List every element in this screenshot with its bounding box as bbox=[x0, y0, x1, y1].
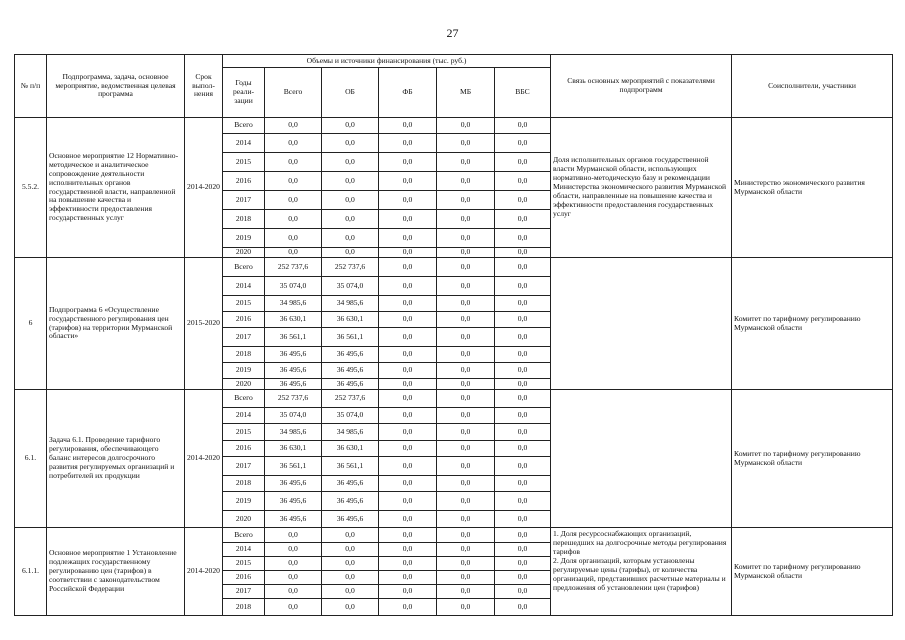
amount-vbs-cell: 0,0 bbox=[495, 571, 551, 585]
amount-fb-cell: 0,0 bbox=[379, 441, 437, 457]
amount-mb-cell: 0,0 bbox=[437, 511, 495, 528]
amount-mb-cell: 0,0 bbox=[437, 457, 495, 476]
amount-ob-cell: 36 495,6 bbox=[322, 363, 379, 379]
amount-vbs-cell: 0,0 bbox=[495, 424, 551, 441]
amount-total-cell: 36 561,1 bbox=[265, 457, 322, 476]
amount-ob-cell: 34 985,6 bbox=[322, 296, 379, 312]
header-fb: ФБ bbox=[379, 68, 437, 118]
year-cell: 2015 bbox=[223, 557, 265, 571]
item-executor: Министерство экономического развития Мурманской области bbox=[732, 118, 893, 258]
amount-fb-cell: 0,0 bbox=[379, 528, 437, 543]
amount-mb-cell: 0,0 bbox=[437, 424, 495, 441]
amount-ob-cell: 0,0 bbox=[322, 153, 379, 172]
year-cell: 2014 bbox=[223, 408, 265, 424]
amount-mb-cell: 0,0 bbox=[437, 476, 495, 492]
item-number: 6.1.1. bbox=[15, 528, 47, 616]
amount-mb-cell: 0,0 bbox=[437, 585, 495, 599]
header-num: № п/п bbox=[15, 55, 47, 118]
amount-ob-cell: 36 495,6 bbox=[322, 492, 379, 511]
table-row bbox=[15, 258, 893, 277]
header-vbs: ВБС bbox=[495, 68, 551, 118]
amount-vbs-cell: 0,0 bbox=[495, 347, 551, 363]
amount-vbs-cell: 0,0 bbox=[495, 408, 551, 424]
amount-total-cell: 36 561,1 bbox=[265, 328, 322, 347]
year-cell: 2018 bbox=[223, 599, 265, 616]
amount-fb-cell: 0,0 bbox=[379, 557, 437, 571]
amount-mb-cell: 0,0 bbox=[437, 347, 495, 363]
amount-vbs-cell: 0,0 bbox=[495, 528, 551, 543]
amount-ob-cell: 252 737,6 bbox=[322, 258, 379, 277]
year-cell: 2016 bbox=[223, 312, 265, 328]
amount-ob-cell: 0,0 bbox=[322, 248, 379, 258]
amount-fb-cell: 0,0 bbox=[379, 191, 437, 210]
amount-ob-cell: 0,0 bbox=[322, 557, 379, 571]
year-cell: 2015 bbox=[223, 424, 265, 441]
year-cell: 2016 bbox=[223, 441, 265, 457]
amount-fb-cell: 0,0 bbox=[379, 328, 437, 347]
item-term: 2014-2020 bbox=[185, 528, 223, 616]
amount-vbs-cell: 0,0 bbox=[495, 312, 551, 328]
amount-ob-cell: 35 074,0 bbox=[322, 408, 379, 424]
amount-ob-cell: 34 985,6 bbox=[322, 424, 379, 441]
amount-fb-cell: 0,0 bbox=[379, 153, 437, 172]
amount-vbs-cell: 0,0 bbox=[495, 476, 551, 492]
amount-mb-cell: 0,0 bbox=[437, 118, 495, 134]
amount-ob-cell: 252 737,6 bbox=[322, 390, 379, 408]
amount-ob-cell: 36 495,6 bbox=[322, 476, 379, 492]
amount-total-cell: 35 074,0 bbox=[265, 277, 322, 296]
amount-ob-cell: 36 495,6 bbox=[322, 379, 379, 390]
amount-total-cell: 0,0 bbox=[265, 134, 322, 153]
table-header bbox=[15, 55, 893, 118]
year-cell: 2014 bbox=[223, 277, 265, 296]
amount-vbs-cell: 0,0 bbox=[495, 296, 551, 312]
amount-total-cell: 36 495,6 bbox=[265, 511, 322, 528]
amount-fb-cell: 0,0 bbox=[379, 118, 437, 134]
amount-ob-cell: 0,0 bbox=[322, 229, 379, 248]
amount-fb-cell: 0,0 bbox=[379, 347, 437, 363]
item-number: 5.5.2. bbox=[15, 118, 47, 258]
year-cell: 2014 bbox=[223, 134, 265, 153]
amount-total-cell: 34 985,6 bbox=[265, 424, 322, 441]
item-name: Основное мероприятие 12 Нормативно-методическое и аналитическое сопровождение деятельности исполнительных органов государственной власти, направленной на повышение качества и эффективности предоставления государственных услуг bbox=[47, 118, 185, 258]
amount-fb-cell: 0,0 bbox=[379, 363, 437, 379]
header-total: Всего bbox=[265, 68, 322, 118]
amount-mb-cell: 0,0 bbox=[437, 328, 495, 347]
amount-mb-cell: 0,0 bbox=[437, 492, 495, 511]
amount-total-cell: 36 495,6 bbox=[265, 347, 322, 363]
page-number: 27 bbox=[446, 26, 459, 40]
amount-ob-cell: 36 630,1 bbox=[322, 441, 379, 457]
amount-mb-cell: 0,0 bbox=[437, 172, 495, 191]
year-cell: Всего bbox=[223, 118, 265, 134]
amount-mb-cell: 0,0 bbox=[437, 528, 495, 543]
amount-ob-cell: 36 561,1 bbox=[322, 457, 379, 476]
table-body bbox=[15, 118, 893, 616]
amount-vbs-cell: 0,0 bbox=[495, 390, 551, 408]
year-cell: 2019 bbox=[223, 492, 265, 511]
year-cell: 2015 bbox=[223, 153, 265, 172]
year-cell: Всего bbox=[223, 528, 265, 543]
amount-fb-cell: 0,0 bbox=[379, 248, 437, 258]
header-name: Подпрограмма, задача, основное мероприятие, ведомственная целевая программа bbox=[47, 55, 185, 118]
amount-total-cell: 35 074,0 bbox=[265, 408, 322, 424]
amount-ob-cell: 0,0 bbox=[322, 571, 379, 585]
amount-mb-cell: 0,0 bbox=[437, 599, 495, 616]
amount-fb-cell: 0,0 bbox=[379, 408, 437, 424]
amount-vbs-cell: 0,0 bbox=[495, 457, 551, 476]
table-row bbox=[15, 528, 893, 543]
amount-fb-cell: 0,0 bbox=[379, 476, 437, 492]
amount-mb-cell: 0,0 bbox=[437, 441, 495, 457]
amount-fb-cell: 0,0 bbox=[379, 571, 437, 585]
amount-vbs-cell: 0,0 bbox=[495, 258, 551, 277]
amount-mb-cell: 0,0 bbox=[437, 557, 495, 571]
amount-vbs-cell: 0,0 bbox=[495, 328, 551, 347]
year-cell: 2017 bbox=[223, 191, 265, 210]
amount-total-cell: 0,0 bbox=[265, 248, 322, 258]
amount-mb-cell: 0,0 bbox=[437, 296, 495, 312]
amount-vbs-cell: 0,0 bbox=[495, 585, 551, 599]
amount-total-cell: 34 985,6 bbox=[265, 296, 322, 312]
year-cell: 2017 bbox=[223, 457, 265, 476]
amount-mb-cell: 0,0 bbox=[437, 543, 495, 557]
amount-ob-cell: 0,0 bbox=[322, 134, 379, 153]
amount-total-cell: 0,0 bbox=[265, 210, 322, 229]
amount-total-cell: 252 737,6 bbox=[265, 258, 322, 277]
amount-mb-cell: 0,0 bbox=[437, 277, 495, 296]
amount-fb-cell: 0,0 bbox=[379, 134, 437, 153]
amount-vbs-cell: 0,0 bbox=[495, 379, 551, 390]
header-ob: ОБ bbox=[322, 68, 379, 118]
amount-ob-cell: 36 495,6 bbox=[322, 347, 379, 363]
item-term: 2014-2020 bbox=[185, 118, 223, 258]
amount-ob-cell: 35 074,0 bbox=[322, 277, 379, 296]
year-cell: 2016 bbox=[223, 571, 265, 585]
header-term: Срок выпол-нения bbox=[185, 55, 223, 118]
amount-ob-cell: 36 561,1 bbox=[322, 328, 379, 347]
amount-vbs-cell: 0,0 bbox=[495, 511, 551, 528]
amount-total-cell: 0,0 bbox=[265, 118, 322, 134]
amount-total-cell: 0,0 bbox=[265, 528, 322, 543]
amount-mb-cell: 0,0 bbox=[437, 153, 495, 172]
year-cell: 2019 bbox=[223, 229, 265, 248]
year-cell: 2020 bbox=[223, 511, 265, 528]
year-cell: 2016 bbox=[223, 172, 265, 191]
amount-fb-cell: 0,0 bbox=[379, 379, 437, 390]
amount-total-cell: 0,0 bbox=[265, 543, 322, 557]
amount-vbs-cell: 0,0 bbox=[495, 118, 551, 134]
year-cell: Всего bbox=[223, 390, 265, 408]
amount-total-cell: 0,0 bbox=[265, 571, 322, 585]
year-cell: 2017 bbox=[223, 328, 265, 347]
year-cell: 2015 bbox=[223, 296, 265, 312]
header-link: Связь основных мероприятий с показателями подпрограмм bbox=[551, 55, 732, 118]
amount-fb-cell: 0,0 bbox=[379, 424, 437, 441]
amount-fb-cell: 0,0 bbox=[379, 599, 437, 616]
amount-fb-cell: 0,0 bbox=[379, 277, 437, 296]
funding-table bbox=[14, 54, 893, 616]
amount-ob-cell: 0,0 bbox=[322, 543, 379, 557]
amount-vbs-cell: 0,0 bbox=[495, 248, 551, 258]
amount-total-cell: 0,0 bbox=[265, 557, 322, 571]
amount-ob-cell: 0,0 bbox=[322, 172, 379, 191]
amount-vbs-cell: 0,0 bbox=[495, 153, 551, 172]
amount-vbs-cell: 0,0 bbox=[495, 277, 551, 296]
amount-vbs-cell: 0,0 bbox=[495, 210, 551, 229]
amount-total-cell: 0,0 bbox=[265, 229, 322, 248]
amount-ob-cell: 36 495,6 bbox=[322, 511, 379, 528]
amount-mb-cell: 0,0 bbox=[437, 191, 495, 210]
amount-total-cell: 0,0 bbox=[265, 599, 322, 616]
item-number: 6.1. bbox=[15, 390, 47, 528]
table-row bbox=[15, 118, 893, 134]
amount-fb-cell: 0,0 bbox=[379, 210, 437, 229]
item-number: 6 bbox=[15, 258, 47, 390]
amount-fb-cell: 0,0 bbox=[379, 457, 437, 476]
amount-vbs-cell: 0,0 bbox=[495, 599, 551, 616]
amount-fb-cell: 0,0 bbox=[379, 229, 437, 248]
amount-mb-cell: 0,0 bbox=[437, 312, 495, 328]
amount-fb-cell: 0,0 bbox=[379, 492, 437, 511]
amount-fb-cell: 0,0 bbox=[379, 296, 437, 312]
item-executor: Комитет по тарифному регулированию Мурманской области bbox=[732, 390, 893, 528]
year-cell: 2018 bbox=[223, 476, 265, 492]
amount-fb-cell: 0,0 bbox=[379, 390, 437, 408]
amount-mb-cell: 0,0 bbox=[437, 258, 495, 277]
year-cell: 2017 bbox=[223, 585, 265, 599]
amount-vbs-cell: 0,0 bbox=[495, 441, 551, 457]
item-name: Подпрограмма 6 «Осуществление государственного регулирования цен (тарифов) на территории Мурманской области» bbox=[47, 258, 185, 390]
amount-vbs-cell: 0,0 bbox=[495, 172, 551, 191]
year-cell: Всего bbox=[223, 258, 265, 277]
year-cell: 2018 bbox=[223, 210, 265, 229]
amount-total-cell: 36 495,6 bbox=[265, 363, 322, 379]
item-indicator-link: Доля исполнительных органов государственной власти Мурманской области, использующих нормативно-методическую базу и рекомендации Министерства экономического развития Мурманской области, направленные на повышение качества и эффективности предоставления государственных услуг bbox=[551, 118, 732, 258]
amount-total-cell: 0,0 bbox=[265, 172, 322, 191]
amount-total-cell: 36 495,6 bbox=[265, 379, 322, 390]
amount-mb-cell: 0,0 bbox=[437, 229, 495, 248]
amount-total-cell: 0,0 bbox=[265, 191, 322, 210]
amount-fb-cell: 0,0 bbox=[379, 585, 437, 599]
amount-total-cell: 0,0 bbox=[265, 585, 322, 599]
amount-ob-cell: 0,0 bbox=[322, 585, 379, 599]
amount-ob-cell: 0,0 bbox=[322, 118, 379, 134]
amount-ob-cell: 0,0 bbox=[322, 191, 379, 210]
item-indicator-link bbox=[551, 390, 732, 528]
header-funding-group: Объемы и источники финансирования (тыс. руб.) bbox=[223, 55, 551, 68]
item-name: Задача 6.1. Проведение тарифного регулирования, обеспечивающего баланс интересов долгосрочного развития регулируемых организаций и потребителей их продукции bbox=[47, 390, 185, 528]
amount-mb-cell: 0,0 bbox=[437, 363, 495, 379]
amount-fb-cell: 0,0 bbox=[379, 172, 437, 191]
amount-fb-cell: 0,0 bbox=[379, 543, 437, 557]
year-cell: 2019 bbox=[223, 363, 265, 379]
amount-total-cell: 252 737,6 bbox=[265, 390, 322, 408]
amount-vbs-cell: 0,0 bbox=[495, 191, 551, 210]
amount-total-cell: 36 495,6 bbox=[265, 476, 322, 492]
amount-fb-cell: 0,0 bbox=[379, 312, 437, 328]
amount-vbs-cell: 0,0 bbox=[495, 557, 551, 571]
amount-ob-cell: 0,0 bbox=[322, 528, 379, 543]
item-indicator-link: 1. Доля ресурсоснабжающих организаций, перешедших на долгосрочные методы регулирования тарифов 2. Доля организаций, которым установлены регулируемые цены (тарифы), от количества организаций, представивших расчетные материалы и предложения об установлении цен (тарифов) bbox=[551, 528, 732, 616]
amount-vbs-cell: 0,0 bbox=[495, 492, 551, 511]
amount-mb-cell: 0,0 bbox=[437, 571, 495, 585]
amount-total-cell: 36 630,1 bbox=[265, 312, 322, 328]
item-executor: Комитет по тарифному регулированию Мурманской области bbox=[732, 528, 893, 616]
amount-ob-cell: 0,0 bbox=[322, 210, 379, 229]
item-term: 2014-2020 bbox=[185, 390, 223, 528]
amount-total-cell: 36 495,6 bbox=[265, 492, 322, 511]
item-indicator-link bbox=[551, 258, 732, 390]
year-cell: 2020 bbox=[223, 248, 265, 258]
amount-fb-cell: 0,0 bbox=[379, 511, 437, 528]
amount-ob-cell: 0,0 bbox=[322, 599, 379, 616]
amount-mb-cell: 0,0 bbox=[437, 248, 495, 258]
header-years: Годы реали-зации bbox=[223, 68, 265, 118]
item-term: 2015-2020 bbox=[185, 258, 223, 390]
item-name: Основное мероприятие 1 Установление подлежащих государственному регулированию цен (тарифов) в соответствии с законодательством Российской Федерации bbox=[47, 528, 185, 616]
item-executor: Комитет по тарифному регулированию Мурманской области bbox=[732, 258, 893, 390]
amount-total-cell: 0,0 bbox=[265, 153, 322, 172]
amount-mb-cell: 0,0 bbox=[437, 210, 495, 229]
amount-fb-cell: 0,0 bbox=[379, 258, 437, 277]
amount-ob-cell: 36 630,1 bbox=[322, 312, 379, 328]
table-row bbox=[15, 390, 893, 408]
header-mb: МБ bbox=[437, 68, 495, 118]
amount-vbs-cell: 0,0 bbox=[495, 543, 551, 557]
amount-total-cell: 36 630,1 bbox=[265, 441, 322, 457]
amount-vbs-cell: 0,0 bbox=[495, 134, 551, 153]
year-cell: 2020 bbox=[223, 379, 265, 390]
year-cell: 2014 bbox=[223, 543, 265, 557]
amount-vbs-cell: 0,0 bbox=[495, 229, 551, 248]
amount-mb-cell: 0,0 bbox=[437, 134, 495, 153]
header-exec: Соисполнители, участники bbox=[732, 55, 893, 118]
amount-vbs-cell: 0,0 bbox=[495, 363, 551, 379]
amount-mb-cell: 0,0 bbox=[437, 408, 495, 424]
amount-mb-cell: 0,0 bbox=[437, 390, 495, 408]
amount-mb-cell: 0,0 bbox=[437, 379, 495, 390]
year-cell: 2018 bbox=[223, 347, 265, 363]
